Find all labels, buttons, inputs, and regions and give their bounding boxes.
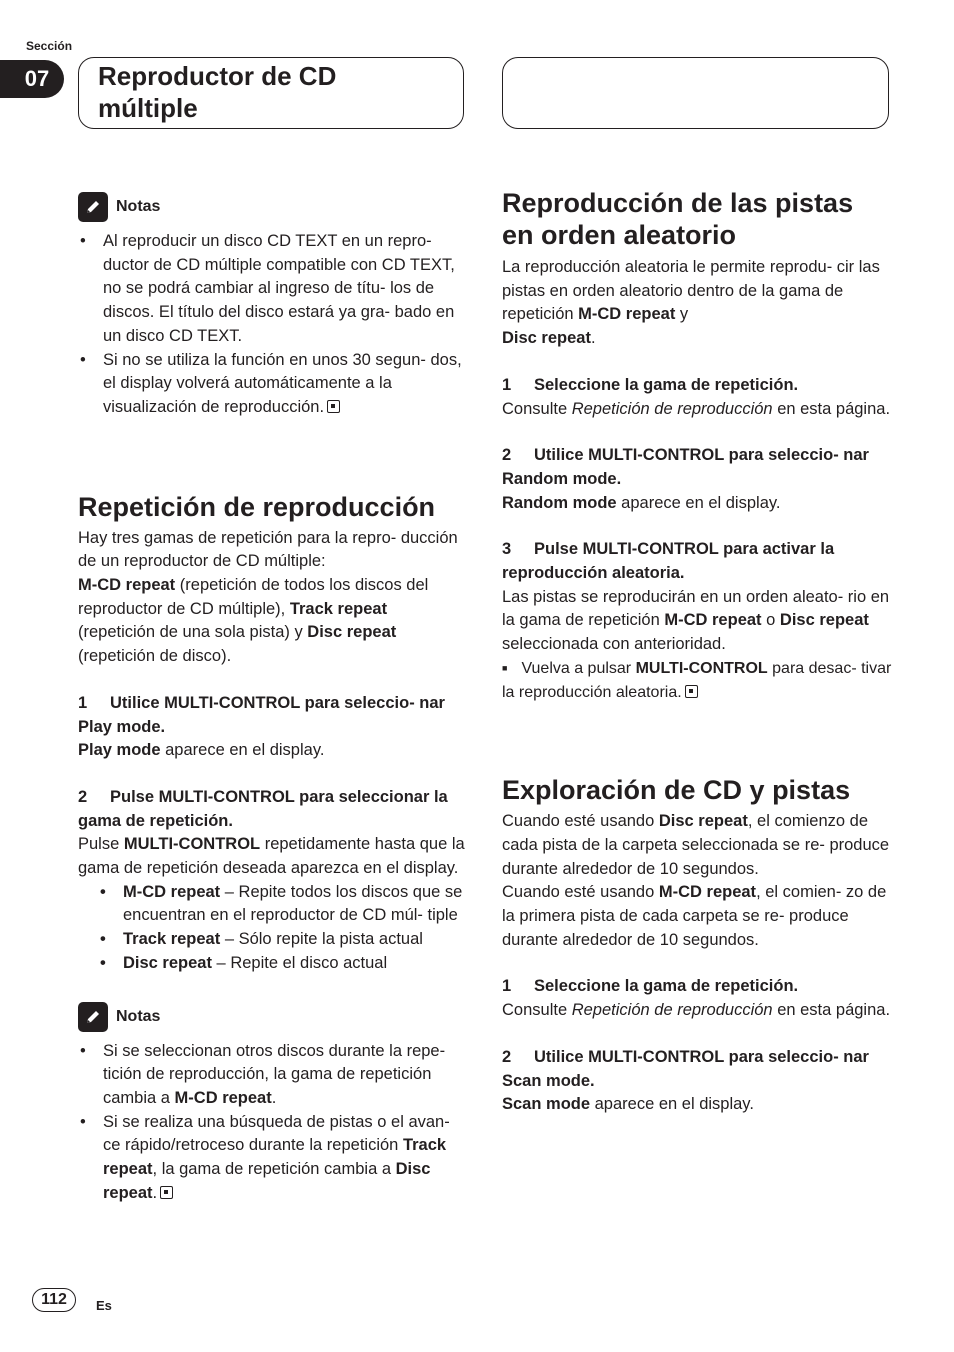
chapter-title [98,60,336,124]
end-mark-icon [327,400,340,413]
notes-heading [78,1002,468,1032]
repeat-step-2: 2 Pulse MULTI-CONTROL para seleccionar la gama de repetición. [78,787,448,830]
section-title-random: Reproducción de las pistas en orden aleatorio [502,188,854,250]
right-column [502,187,892,1117]
notes-list [78,1040,468,1206]
random-tip: ■ Vuelva a pulsar MULTI-CONTROL para desac- tivar la reproducción aleatoria. [502,657,892,704]
random-step-1: 1 Seleccione la gama de repetición. [502,375,799,394]
random-step-1-desc: Consulte Repetición de reproducción en esta página. [502,399,891,418]
random-step-2-desc: Random mode aparece en el display. [502,493,781,512]
random-step-3: 3 Pulse MULTI-CONTROL para activar la reproducción aleatoria. [502,540,835,583]
random-step-2: 2 Utilice MULTI-CONTROL para seleccio- nar Random mode. [502,446,869,488]
pencil-icon [78,1002,108,1032]
chapter-title-line2: múltiple [98,93,198,123]
scan-step-2: 2 Utilice MULTI-CONTROL para seleccio- nar Scan mode. [502,1047,869,1090]
note-item: • Si se seleccionan otros discos durante la repe- tición de reproducción, la gama de repetición cambia a M-CD repeat. [78,1040,468,1111]
scan-step-1-desc: Consulte Repetición de reproducción en esta página. [502,1001,891,1020]
repeat-step-1: 1 Utilice MULTI-CONTROL para seleccio- nar Play mode. [78,693,445,736]
repeat-option: • Disc repeat – Repite el disco actual [123,952,468,976]
left-column [78,192,468,1206]
section-title-scan: Exploración de CD y pistas [502,775,851,806]
random-step-3-desc: Las pistas se reproducirán en un orden aleato- rio en la gama de repetición M-CD repeat o Disc repeat seleccionada con anterioridad. [502,587,890,654]
note-text: Al reproducir un disco CD TEXT en un repro- ductor de CD múltiple compatible con CD TEXT, no se podrá cambiar al ingreso de títu- los de discos. El título del disco estará ya gra- bado en un disco CD TEXT. [103,232,455,345]
section-number-tab: 07 [0,60,64,98]
page-number: 112 [32,1288,76,1312]
section-label: Sección [26,39,73,53]
note-text: Si no se utiliza la función en unos 30 segun- dos, el display volverá automáticamente a la visualización de reproducción. [103,350,462,416]
scan-step-1: 1 Seleccione la gama de repetición. [502,977,799,996]
scan-para-1: Cuando esté usando Disc repeat, el comienzo de cada pista de la carpeta seleccionada se re- produce durante alrededor de 10 segundos. [502,812,890,878]
repeat-option: • Track repeat – Sólo repite la pista actual [123,928,468,952]
note-item [78,349,468,420]
repeat-options-list [78,881,468,976]
scan-para-2: Cuando esté usando M-CD repeat, el comien- zo de la primera pista de cada carpeta se re- produce durante alrededor de 10 segundos. [502,883,887,949]
end-mark-icon [160,1186,173,1199]
chapter-title-line1: Reproductor de CD [98,61,337,91]
notes-list [78,230,468,420]
repeat-option: • M-CD repeat – Repite todos los discos que se encuentran en el reproductor de CD múl- tiple [123,881,468,928]
notes-heading [78,192,468,222]
note-item: • Si se realiza una búsqueda de pistas o el avan- ce rápido/retroceso durante la repetición Track repeat, la gama de repetición cambia a Disc repeat. [78,1111,468,1206]
repeat-intro: Hay tres gamas de repetición para la repro- ducción de un reproductor de CD múltiple: M-CD repeat (repetición de todos los discos del reproductor de CD múltiple), Track repeat (repetición de una sola pista) y Disc repeat (repetición de disco). [78,528,458,666]
repeat-step-1-desc: Play mode aparece en el display. [78,741,325,760]
repeat-step-2-desc: Pulse MULTI-CONTROL repetidamente hasta que la gama de repetición deseada aparezca en el display. [78,835,465,878]
note-item [78,230,468,349]
section-title-repeat: Repetición de reproducción [78,491,436,522]
pencil-icon [78,192,108,222]
chapter-title-box [78,57,464,129]
header-empty-box [502,57,889,129]
random-intro: La reproducción aleatoria le permite reprodu- cir las pistas en orden aleatorio dentro de la gama de repetición M-CD repeat y Disc repeat. [502,258,880,348]
scan-step-2-desc: Scan mode aparece en el display. [502,1095,754,1114]
notes-label: Notas [116,198,161,216]
language-code: Es [96,1298,112,1313]
notes-label: Notas [116,1007,161,1025]
end-mark-icon [685,685,698,698]
